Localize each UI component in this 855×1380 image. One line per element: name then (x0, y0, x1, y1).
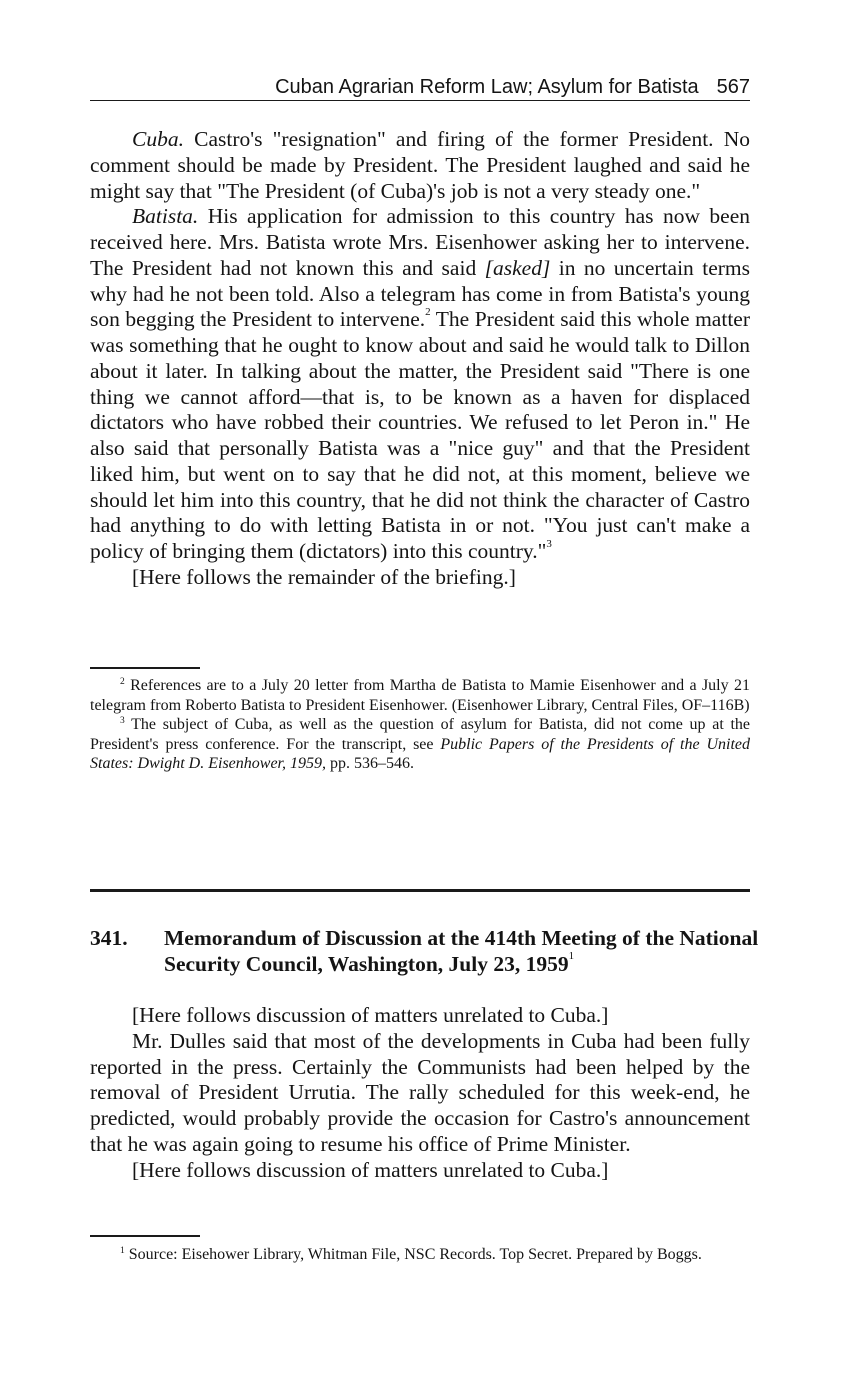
footnote-mark: 1 (120, 1246, 125, 1256)
paragraph-text: Castro's "resignation" and firing of the former President. No comment should be made by President. The President laughed and said he might say that "The President (of Cuba)'s job is not a very steady one." (90, 127, 750, 203)
header-rule (90, 100, 750, 101)
paragraph-lead-cuba: Cuba. (132, 127, 184, 151)
footnote-2 (90, 676, 750, 715)
footnote-ref[interactable]: 2 (425, 306, 431, 319)
editorial-note: [Here follows the remainder of the briefing.] (132, 564, 516, 589)
footnote-1 (90, 1245, 750, 1265)
footnote-rule (90, 667, 200, 669)
editorial-note: [Here follows discussion of matters unrelated to Cuba.] (132, 1003, 609, 1027)
document-number: 341. (90, 926, 128, 950)
editorial-insertion: [asked] (484, 255, 551, 280)
footnote-text: References are to a July 20 letter from Martha de Batista to Mamie Eisenhower and a July 21 telegram from Roberto Batista to President Eisenhower. (Eisenhower Library, Central Files, OF–116B) (90, 677, 750, 714)
footnote-mark: 3 (120, 716, 125, 726)
paragraph-text: The President said this whole matter was something that he ought to know about and said he would talk to Dillon about it later. In talking about the matter, the President said "There is one thing we cannot afford—that is, to be known as a haven for displaced dictators who have robbed their countries. We refused to let Peron in." He also said that personally Batista was a "nice guy" and that the President liked him, but went on to say that he did not, at this moment, believe we should let him into this country, that he did not think the character of Castro had anything to do with letting Batista in or not. "You just can't make a policy of bringing them (dictators) into this country." (90, 307, 751, 563)
footnote-citation: Public Papers of the Presidents of the United States: Dwight D. Eisenhower, 1959, (90, 735, 751, 772)
document-title-wrap (164, 925, 760, 977)
footnote-text: Source: Eisehower Library, Whitman File, NSC Records. Top Secret. Prepared by Boggs. (124, 1246, 702, 1263)
footnote-ref[interactable]: 3 (546, 538, 552, 550)
editorial-note: [Here follows discussion of matters unrelated to Cuba.] (132, 1157, 609, 1182)
running-head-title: Cuban Agrarian Reform Law; Asylum for Batista (275, 76, 699, 98)
footnotes (90, 676, 750, 774)
paragraph-cuba (90, 127, 750, 204)
footnotes (90, 1245, 750, 1265)
footnote-ref[interactable]: 1 (568, 950, 575, 962)
document-title: Memorandum of Discussion at the 414th Meeting of the National Security Council, Washington, July 23, 1959 (164, 926, 759, 976)
paragraph-lead-batista: Batista. (132, 204, 199, 229)
paragraph-text: in no uncertain terms why had he not been told. Also a telegram has come in from Batista's young son begging the President to intervene. (90, 255, 750, 332)
paragraph-batista (90, 204, 750, 565)
footnote-rule (90, 1235, 200, 1237)
briefing-notes (90, 127, 750, 591)
paragraph-text: His application for admission to this country has now been received here. Mrs. Batista wrote Mrs. Eisenhower asking her to intervene. The President had not known this and said (90, 204, 750, 280)
running-head (90, 73, 750, 101)
footnote-text: pp. 536–546. (326, 755, 414, 772)
footnote-mark: 2 (120, 677, 125, 687)
footnote-3 (90, 715, 750, 774)
memorandum-body (90, 1003, 750, 1183)
footnote-text: The subject of Cuba, as well as the question of asylum for Batista, did not come up at the President's press conference. For the transcript, see (90, 716, 750, 753)
paragraph-dulles: Mr. Dulles said that most of the developments in Cuba had been fully reported in the press. Certainly the Communists had been helped by the removal of President Urrutia. The rally scheduled for this week-end, he predicted, would probably provide the occasion for Castro's announcement that he was again going to resume his office of Prime Minister. (90, 1028, 750, 1156)
document-separator-rule (90, 889, 750, 892)
page-number: 567 (716, 76, 750, 98)
